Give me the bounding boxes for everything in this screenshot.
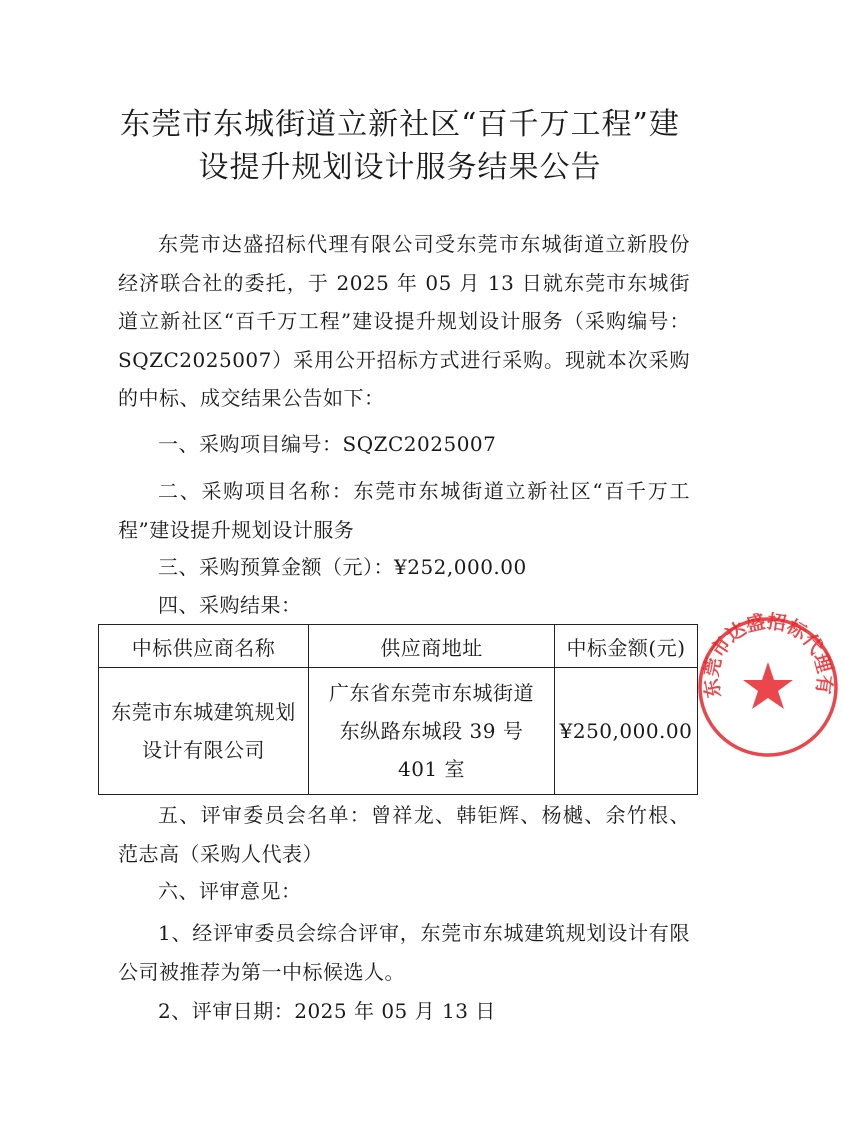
- item-project-number: 一、采购项目编号：SQZC2025007: [158, 432, 497, 456]
- item-committee: 五、评审委员会名单：曾祥龙、韩钜辉、杨樾、余竹根、范志高（采购人代表）: [118, 803, 690, 866]
- cell-address: 广东省东莞市东城街道东纵路东城段 39 号 401 室: [309, 668, 555, 795]
- opinion-2: 2、评审日期：2025 年 05 月 13 日: [158, 999, 496, 1023]
- header-supplier: 中标供应商名称: [99, 625, 309, 668]
- result-table: [98, 624, 698, 795]
- seal-text: 东莞市达盛招标代理有: [700, 612, 836, 700]
- table-header-row: [99, 625, 698, 668]
- title-line-1: 东莞市东城街道立新社区“百千万工程”建: [120, 107, 680, 142]
- item-opinion-heading: 六、评审意见：: [158, 879, 302, 903]
- title-line-2: 设提升规划设计服务结果公告: [198, 150, 602, 185]
- cell-amount: ¥250,000.00: [555, 668, 698, 795]
- company-seal: [693, 612, 843, 762]
- document-title: [0, 103, 800, 189]
- item-result: 四、采购结果：: [158, 593, 302, 617]
- seal-star-icon: [743, 662, 793, 709]
- intro-paragraph: 东莞市达盛招标代理有限公司受东莞市东城街道立新股份经济联合社的委托，于 2025 年 05 月 13 日就东莞市东城街道立新社区“百千万工程”建设提升规划设计服务（采购编号：SQZC2025007）采用公开招标方式进行采购。现就本次采购的中标、成交结果公告如下：: [118, 232, 690, 410]
- table-row: [99, 668, 698, 795]
- item-budget: 三、采购预算金额（元）：¥252,000.00: [158, 555, 527, 579]
- item-project-name: 二、采购项目名称：东莞市东城街道立新社区“百千万工程”建设提升规划设计服务: [118, 479, 690, 542]
- header-amount: 中标金额(元): [555, 625, 698, 668]
- cell-supplier: 东莞市东城建筑规划设计有限公司: [99, 668, 309, 795]
- seal-stamp-icon: [693, 612, 843, 762]
- header-address: 供应商地址: [309, 625, 555, 668]
- opinion-1: 1、经评审委员会综合评审，东莞市东城建筑规划设计有限公司被推荐为第一中标候选人。: [118, 921, 690, 984]
